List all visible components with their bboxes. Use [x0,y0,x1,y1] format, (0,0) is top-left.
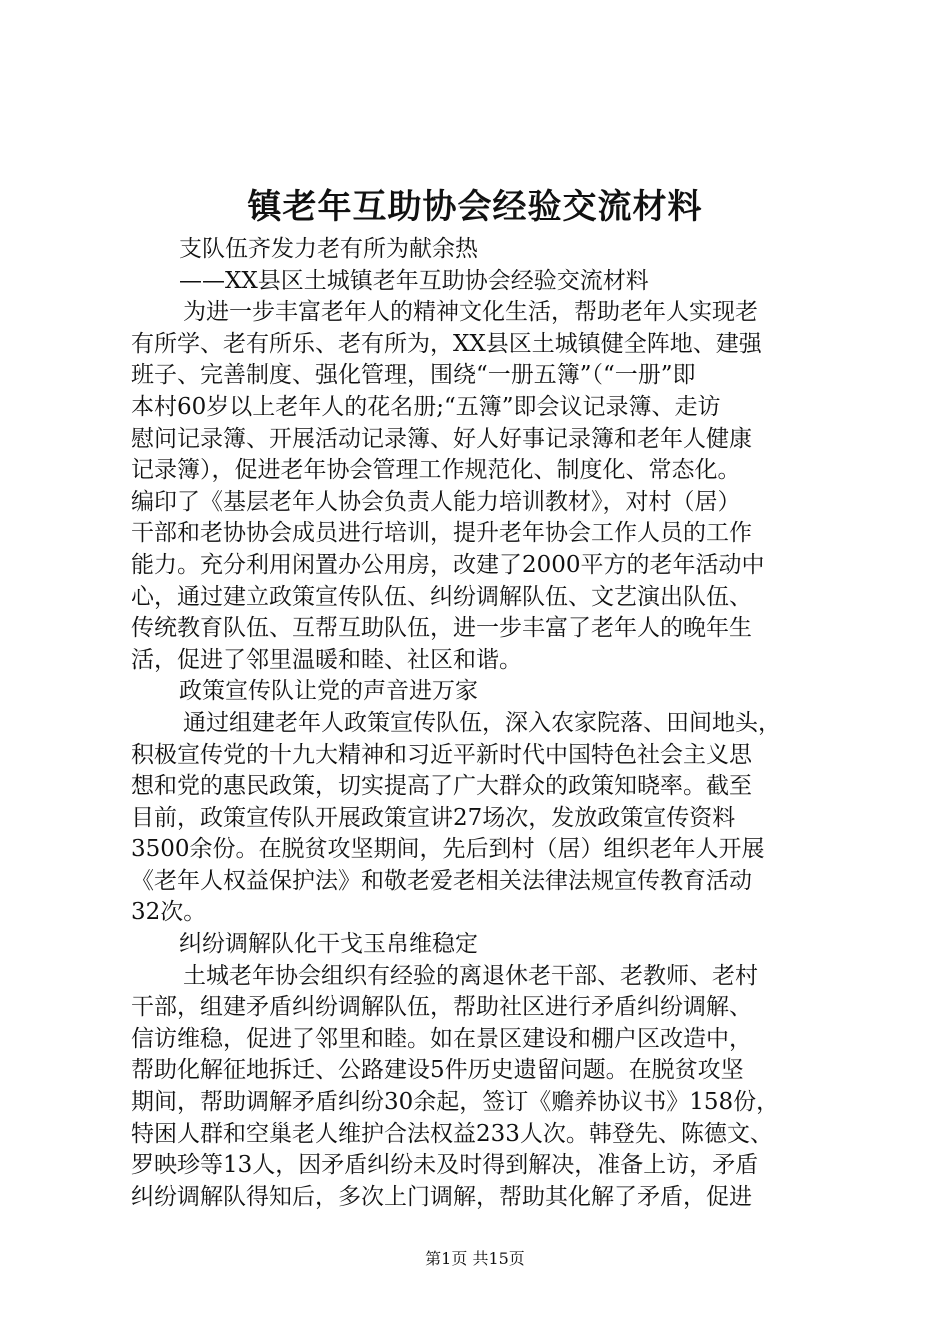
paragraph-line: 目前，政策宣传队开展政策宣讲27场次，发放政策宣传资料 [131,804,736,831]
paragraph-line: 信访维稳，促进了邻里和睦。如在景区建设和棚户区改造中， [131,1025,752,1052]
paragraph-line: 想和党的惠民政策，切实提高了广大群众的政策知晓率。截至 [131,773,752,800]
paragraph-line: 传统教育队伍、互帮互助队伍，进一步丰富了老年人的晚年生 [131,615,752,642]
paragraph-line: 纠纷调解队得知后，多次上门调解，帮助其化解了矛盾，促进 [131,1183,752,1210]
paragraph-line: 能力。充分利用闲置办公用房，改建了2000平方的老年活动中 [131,551,765,578]
paragraph-line: 慰问记录簿、开展活动记录簿、好人好事记录簿和老年人健康 [131,425,752,452]
paragraph-line: 通过组建老年人政策宣传队伍，深入农家院落、田间地头， [183,709,781,736]
paragraph-line: 罗映珍等13人，因矛盾纠纷未及时得到解决，准备上访，矛盾 [131,1152,759,1179]
paragraph-line: 班子、完善制度、强化管理，围绕“一册五簿”（“一册”即 [131,362,696,389]
paragraph-line: 干部，组建矛盾纠纷调解队伍，帮助社区进行矛盾纠纷调解、 [131,994,752,1021]
paragraph-line: 有所学、老有所乐、老有所为，XX县区土城镇健全阵地、建强 [131,330,762,357]
document-title: 镇老年互助协会经验交流材料 [247,187,703,227]
paragraph-line: 编印了《基层老年人协会负责人能力培训教材》，对村（居） [131,488,741,515]
section-heading: 纠纷调解队化干戈玉帛维稳定 [179,931,478,958]
paragraph-line: 特困人群和空巢老人维护合法权益233人次。韩登先、陈德文、 [131,1120,773,1147]
paragraph-line: 3500余份。在脱贫攻坚期间，先后到村（居）组织老年人开展 [131,836,765,863]
page-number-footer: 第1页 共15页 [425,1249,525,1268]
section-heading: 政策宣传队让党的声音进万家 [179,678,478,705]
paragraph-line: 心，通过建立政策宣传队伍、纠纷调解队伍、文艺演出队伍、 [131,583,752,610]
paragraph-line: 记录簿），促进老年协会管理工作规范化、制度化、常态化。 [131,457,741,484]
paragraph-line: 帮助化解征地拆迁、公路建设5件历史遗留问题。在脱贫攻坚 [131,1057,744,1084]
subtitle-line: ——XX县区土城镇老年互助协会经验交流材料 [179,267,649,294]
paragraph-line: 期间，帮助调解矛盾纠纷30余起，签订《赡养协议书》158份， [131,1089,780,1116]
paragraph-line: 土城老年协会组织有经验的离退休老干部、老教师、老村 [183,962,758,989]
paragraph-line: 《老年人权益保护法》和敬老爱老相关法律法规宣传教育活动 [131,867,752,894]
document-body [131,234,831,1213]
paragraph-line: 32次。 [131,899,207,926]
paragraph-line: 积极宣传党的十九大精神和习近平新时代中国特色社会主义思 [131,741,752,768]
paragraph-line: 活，促进了邻里温暖和睦、社区和谐。 [131,646,522,673]
paragraph-line: 本村60岁以上老年人的花名册;“五簿”即会议记录簿、走访 [131,393,721,420]
subtitle-line: 支队伍齐发力老有所为献余热 [179,236,478,262]
paragraph-line: 为进一步丰富老年人的精神文化生活，帮助老年人实现老 [183,299,758,326]
paragraph-line: 干部和老协协会成员进行培训，提升老年协会工作人员的工作 [131,520,752,547]
